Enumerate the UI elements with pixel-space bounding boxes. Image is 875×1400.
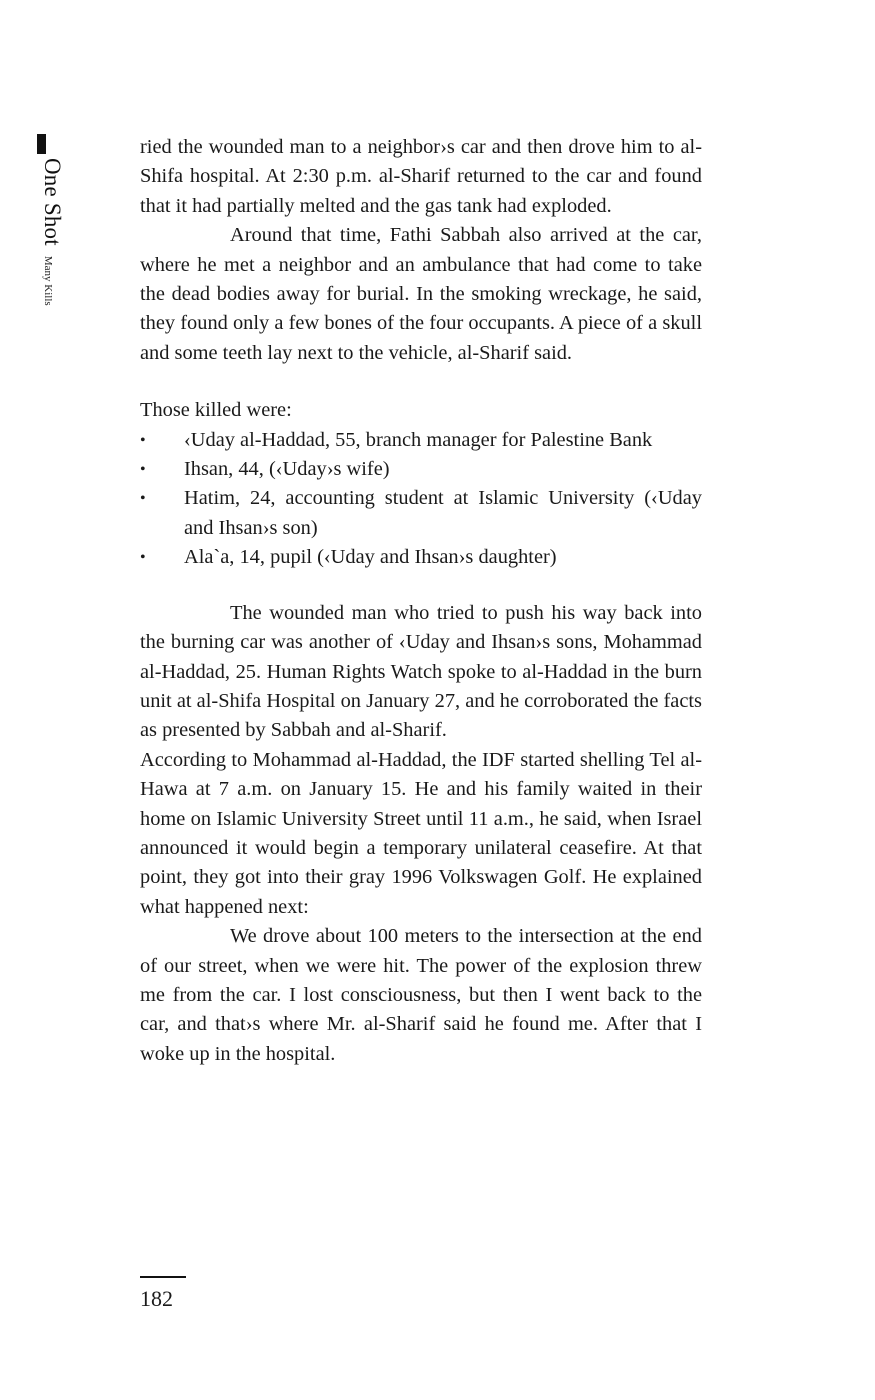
bullet-icon: • — [140, 431, 146, 449]
list-intro: Those killed were: — [140, 399, 292, 422]
running-head-title: One Shot — [40, 158, 65, 246]
list-item — [140, 484, 702, 543]
footer-rule — [140, 1276, 186, 1278]
paragraph: According to Mohammad al-Haddad, the IDF started shelling Tel al-Hawa at 7 a.m. on January 15. He and his family waited in their home on Islamic University Street until 11 a.m., he said, when Israel announced it would begin a temporary unilateral ceasefire. At that point, they got into their gray 1996 Volkswagen Golf. He explained what happened next: — [140, 748, 702, 918]
list-item — [140, 543, 702, 572]
list-item — [140, 455, 702, 484]
bullet-icon: • — [140, 490, 146, 508]
bullet-icon: • — [140, 461, 146, 479]
paragraph-continuation: ried the wounded man to a neighbor›s car and then drove him to al-Shifa hospital. At 2:30 p.m. al-Sharif returned to the car and found that it had partially melted and the gas tank had exploded. — [140, 136, 702, 217]
running-head — [32, 158, 72, 418]
page-body — [140, 133, 702, 1069]
paragraph: Around that time, Fathi Sabbah also arrived at the car, where he met a neighbor and an ambulance that had come to take the dead bodies away for burial. In the smoking wreckage, he said, they found only a few bones of the four occupants. A piece of a skull and some teeth lay next to the vehicle, al-Sharif said. — [140, 224, 702, 364]
list-item-text: Hatim, 24, accounting student at Islamic University (‹Uday and Ihsan›s son) — [184, 487, 702, 539]
bullet-icon: • — [140, 549, 146, 567]
running-head-bar — [37, 134, 46, 154]
list-item-text: Ala`a, 14, pupil (‹Uday and Ihsan›s daughter) — [184, 546, 557, 569]
list-item-text: Ihsan, 44, (‹Uday›s wife) — [184, 458, 390, 481]
block-quote: We drove about 100 meters to the intersection at the end of our street, when we were hit. The power of the explosion threw me from the car. I lost consciousness, but then I went back to the car, and that›s where Mr. al-Sharif said he found me. After that I woke up in the hospital. — [140, 925, 702, 1065]
running-head-subtitle: Many Kills — [42, 255, 54, 306]
list-item — [140, 426, 702, 455]
paragraph: The wounded man who tried to push his way back into the burning car was another of ‹Uday and Ihsan›s sons, Mohammad al-Haddad, 25. Human Rights Watch spoke to al-Haddad in the burn unit at al-Shifa Hospital on January 27, and he corroborated the facts as presented by Sabbah and al-Sharif. — [140, 601, 702, 742]
victims-list — [140, 426, 702, 573]
page-number: 182 — [140, 1286, 173, 1311]
list-item-text: ‹Uday al-Haddad, 55, branch manager for Palestine Bank — [184, 428, 653, 451]
